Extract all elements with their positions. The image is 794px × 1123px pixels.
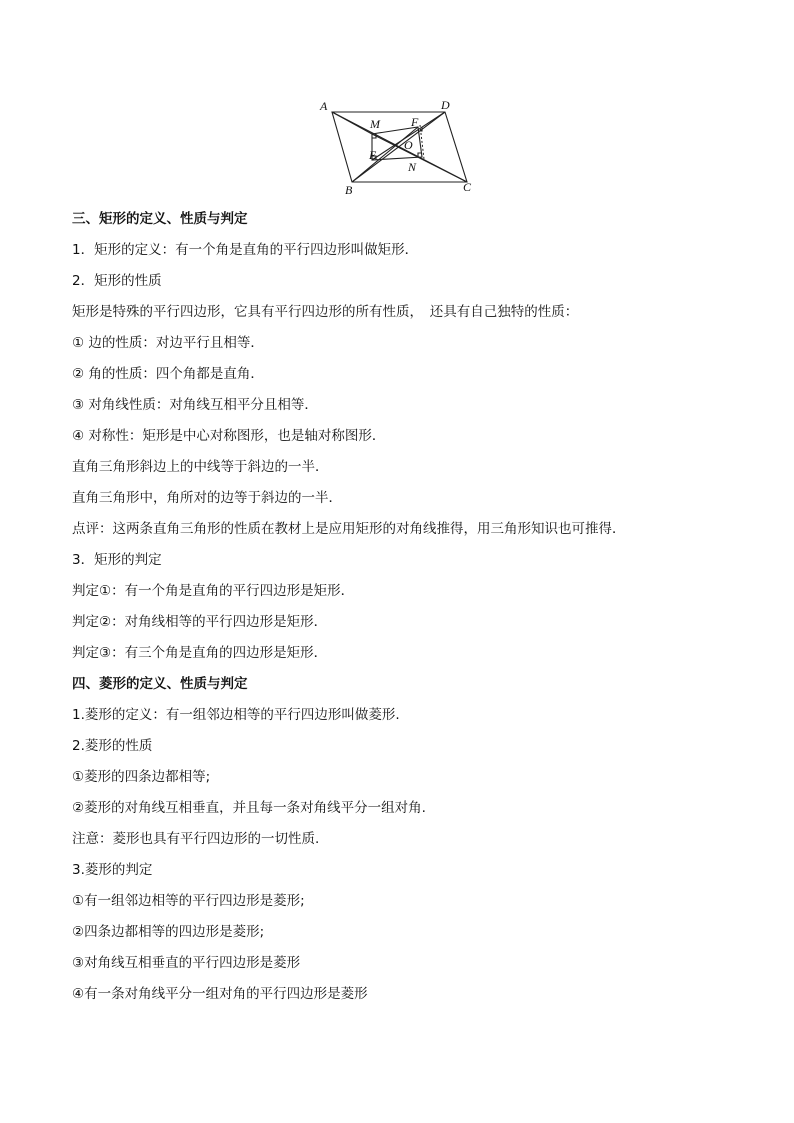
label-m: M [370, 117, 380, 131]
parallelogram-figure [310, 92, 490, 202]
text-line: 1．矩形的定义：有一个角是直角的平行四边形叫做矩形． [72, 242, 419, 258]
text-line: 注意：菱形也具有平行四边形的一切性质. [72, 831, 320, 847]
document-body [72, 204, 722, 1010]
segment-am [332, 112, 372, 134]
text-line: 3．矩形的判定 [72, 552, 162, 568]
text-line: 直角三角形中，角所对的边等于斜边的一半． [72, 490, 342, 506]
text-line: ③ 对角线性质：对角线互相平分且相等． [72, 397, 318, 413]
label-d: D [441, 98, 450, 112]
text-line: ④ 对称性：矩形是中心对称图形，也是轴对称图形． [72, 428, 386, 444]
text-line: ② 角的性质：四个角都是直角． [72, 366, 264, 382]
label-a: A [320, 99, 328, 113]
text-line: 3.菱形的判定 [72, 862, 153, 878]
text-line: 点评：这两条直角三角形的性质在教材上是应用矩形的对角线推得，用三角形知识也可推得． [72, 521, 626, 537]
label-n: N [408, 160, 417, 174]
text-line: ① 边的性质：对边平行且相等． [72, 335, 264, 351]
text-line: 2.菱形的性质 [72, 738, 153, 754]
text-line: 1.菱形的定义：有一组邻边相等的平行四边形叫做菱形. [72, 707, 400, 723]
text-line: 判定①：有一个角是直角的平行四边形是矩形． [72, 583, 355, 599]
label-o: O [404, 138, 413, 152]
text-line: 判定②：对角线相等的平行四边形是矩形． [72, 614, 328, 630]
section-heading: 三、矩形的定义、性质与判定 [72, 211, 248, 227]
label-c: C [463, 180, 472, 194]
text-line: ④有一条对角线平分一组对角的平行四边形是菱形 [72, 986, 368, 1002]
label-e: E [369, 148, 377, 162]
text-line: ①菱形的四条边都相等; [72, 769, 211, 785]
text-line: 判定③：有三个角是直角的四边形是矩形． [72, 645, 328, 661]
section-heading: 四、菱形的定义、性质与判定 [72, 676, 248, 692]
text-line: ③对角线互相垂直的平行四边形是菱形 [72, 955, 301, 971]
text-line: ②四条边都相等的四边形是菱形; [72, 924, 265, 940]
text-line: 矩形是特殊的平行四边形，它具有平行四边形的所有性质， 还具有自己独特的性质： [72, 304, 579, 320]
text-line: 2．矩形的性质 [72, 273, 162, 289]
text-line: ①有一组邻边相等的平行四边形是菱形; [72, 893, 305, 909]
label-f: F [411, 115, 419, 129]
text-line: 直角三角形斜边上的中线等于斜边的一半． [72, 459, 329, 475]
label-b: B [345, 183, 353, 197]
text-line: ②菱形的对角线互相垂直，并且每一条对角线平分一组对角. [72, 800, 426, 816]
